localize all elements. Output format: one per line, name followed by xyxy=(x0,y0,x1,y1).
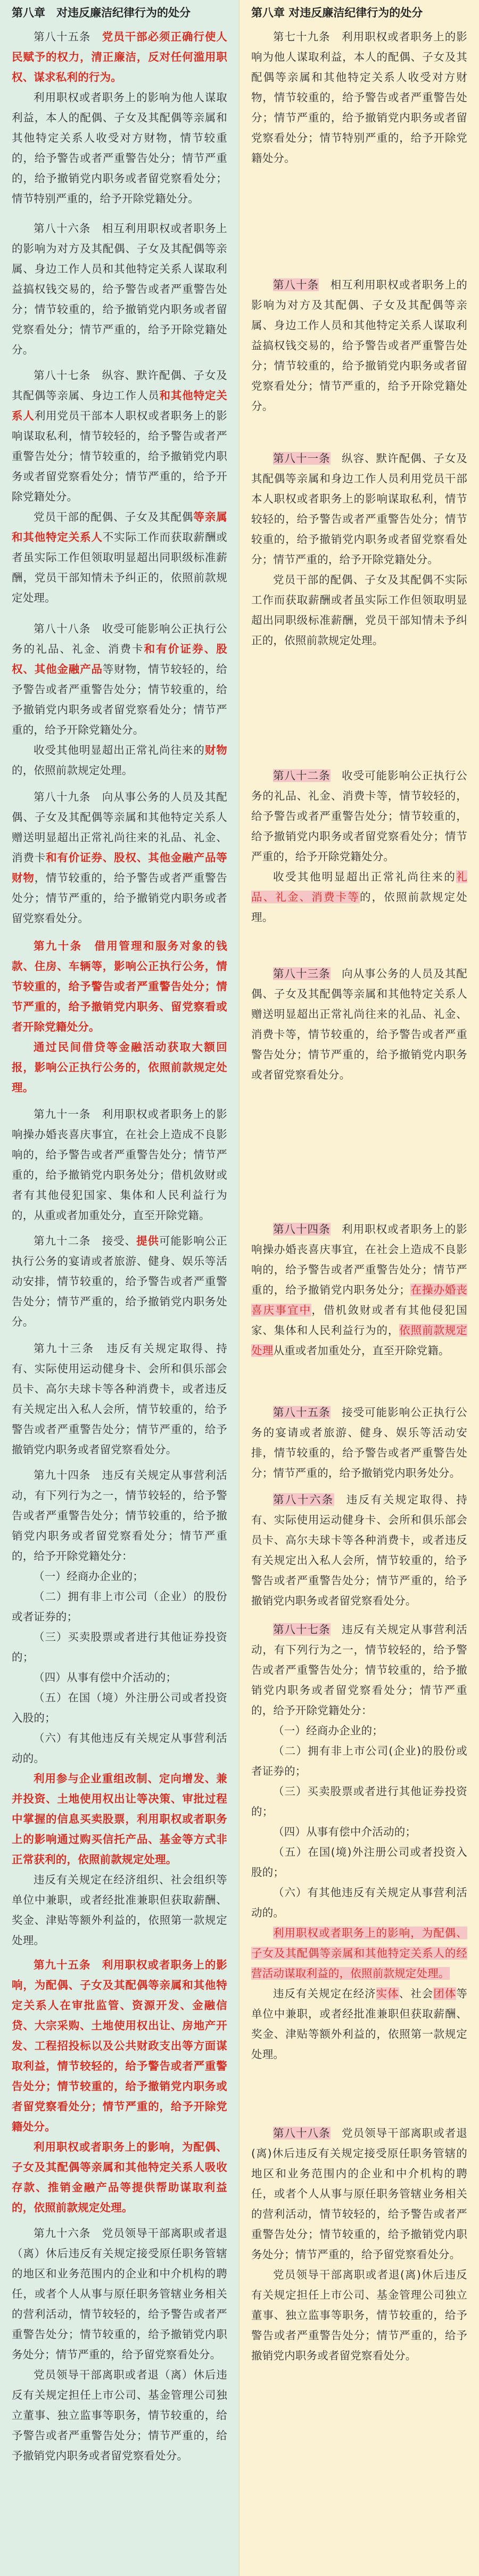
right-text-run: 违反有关规定从事营利活动，有下列行为之一，情节较轻的，给予警告或者严重警告处分；情节较重的，给予撤销党内职务或者留党察看处分；情节严重的，给予开除党籍处分： xyxy=(251,1623,467,1717)
left-article-paragraph xyxy=(12,1104,227,1225)
right-article-list xyxy=(251,27,467,2366)
right-text-run: （六）有其他违反有关规定从事营利活动的。 xyxy=(251,1886,467,1919)
right-highlighted-text: 第八十一条 xyxy=(273,452,331,465)
right-highlighted-text: 第八十七条 xyxy=(273,1623,331,1636)
right-article-paragraph xyxy=(251,27,467,168)
right-text-run: （四）从事有偿中介活动的； xyxy=(273,1825,417,1838)
right-text-run: 收受其他明显超出正常礼尚往来的 xyxy=(273,870,457,883)
right-article-paragraph xyxy=(251,964,467,1085)
left-text-run: 党员干部的配偶、子女及其配偶 xyxy=(34,511,194,523)
right-text-run: 党员领导干部离职或者退(离)休后违反有关规定接受原任职务管辖的地区和业务范围内的企业和中介机构的聘任，或者个人从事与原任职务管辖业务相关的营利活动，情节较轻的，给予警告或者严重警告处分；情节较重的，给予撤销党内职务处分；情节严重的，给予留党察看处分。 xyxy=(251,2127,467,2261)
left-article-paragraph xyxy=(12,1667,227,1688)
left-text-run: 第八十九条 向从事公务的人员及其配偶、子女及其配偶等亲属和其他特定关系人赠送明显超出正常礼尚往来的礼品、礼金、消费卡 xyxy=(12,791,227,864)
left-text-run: 第九十四条 违反有关规定从事营利活动，有下列行为之一，情节较轻的，给予警告或者严重警告处分；情节较重的，给予撤销党内职务或者留党察看处分；情节严重的，给予开除党籍处分： xyxy=(12,1469,227,1562)
left-text-run: 第九十三条 违反有关规定取得、持有、实际使用运动健身卡、会所和俱乐部会员卡、高尔夫球卡等各种消费卡，或者违反有关规定出入私人会所，情节较重的，给予警告或者严重警告处分；情节严重的，给予撤销党内职务或者留党察看处分。 xyxy=(12,1342,227,1456)
left-text-run: 第八十五条 xyxy=(34,30,102,43)
right-text-run: （五）在国(境)外注册公司或者投资入股的； xyxy=(251,1846,467,1879)
right-text-run: 违反有关规定取得、持有、实际使用运动健身卡、会所和俱乐部会员卡、高尔夫球卡等各种消费卡，或者违反有关规定出入私人会所，情节较重的，给予警告或者严重警告处分；情节严重的，给予撤销党内职务或者留党察看处分。 xyxy=(251,1493,467,1607)
left-article-paragraph xyxy=(12,507,227,608)
right-article-paragraph xyxy=(251,1619,467,1721)
left-highlighted-text: 和其他特定关系人 xyxy=(12,389,227,422)
right-text-run: 相互利用职权或者职务上的影响为对方及其配偶、子女及其配偶等亲属、身边工作人员和其他特定关系人谋取利益搞权钱交易的，给予警告或者严重警告处分；情节较重的，给予撤销党内职务或者留党察看处分；情节严重的，给予开除党籍处分。 xyxy=(251,278,467,413)
left-highlighted-text: 党员干部必须正确行使人民赋予的权力，清正廉洁，反对任何滥用职权、谋求私利的行为。 xyxy=(12,30,228,84)
right-article-paragraph xyxy=(251,1822,467,1842)
right-highlighted-text: 第八十六条 xyxy=(273,1493,334,1506)
left-article-paragraph xyxy=(12,1768,227,1870)
right-highlighted-text: 利用职权或者职务上的影响，为配偶、子女及其配偶等亲属和其他特定关系人的经营活动谋取利益的，依照前款规定处理。 xyxy=(251,1927,467,1980)
left-text-run: 党员领导干部离职或者退（离）休后违反有关规定担任上市公司、基金管理公司独立董事、独立监事等职务，情节较重的，给予警告或者严重警告处分；情节严重的，给予撤销党内职务或者留党察看处分。 xyxy=(12,2368,227,2462)
right-text-run: 、社会 xyxy=(399,1987,434,2000)
right-highlighted-text: 实体 xyxy=(376,1987,399,2000)
right-highlighted-text: 在操办婚丧喜庆事宜中 xyxy=(251,1283,467,1316)
left-text-run: 第八十六条 相互利用职权或者职务上的影响为对方及其配偶、子女及其配偶等亲属、身边工作人员和其他特定关系人谋取利益搞权钱交易的，给予警告或者严重警告处分；情节较重的，给予撤销党内职务或者留党察看处分；情节严重的，给予开除党籍处分。 xyxy=(12,222,227,356)
right-highlighted-text: 第八十五条 xyxy=(273,1406,331,1419)
right-highlighted-text: 第八十条 xyxy=(273,278,319,291)
left-highlighted-text: 等亲属和其他特定关系人 xyxy=(12,511,227,544)
left-highlighted-text: 财物 xyxy=(204,744,227,756)
left-text-run: （二）拥有非上市公司（企业）的股份或者证券的； xyxy=(12,1590,227,1623)
right-text-run: 向从事公务的人员及其配偶、子女及其配偶等亲属和其他特定关系人赠送明显超出正常礼尚往来的礼品、礼金、消费卡等，情节较重的，给予警告或者严重警告处分；情节严重的，给予撤销党内职务或者留党察看处分。 xyxy=(251,967,467,1081)
left-article-paragraph xyxy=(12,1338,227,1460)
left-highlighted-text: 和有价证券、股权、其他金融产品 xyxy=(12,643,228,676)
right-highlighted-text: 依照前款规定处理 xyxy=(251,1324,467,1357)
right-article-paragraph xyxy=(251,1923,467,1984)
left-chapter-title: 第八章 对违反廉洁纪律行为的处分 xyxy=(12,6,191,19)
left-article-paragraph xyxy=(12,1728,227,1768)
left-highlighted-text: 第九十五条 利用职权或者职务上的影响，为配偶、子女及其配偶等亲属和其他特定关系人在审批监管、资源开发、金融信贷、大宗采购、土地使用权出让、房地产开发、工程招投标以及公共财政支出等方面谋取利益，情节较轻的，给予警告或者严重警告处分；情节较重的，给予撤销党内职务或者留党察看处分；情节严重的，给予开除党籍处分。 xyxy=(12,1958,227,2133)
right-article-paragraph xyxy=(251,1402,467,1483)
left-text-run: 收受其他明显超出正常礼尚往来的 xyxy=(34,744,205,756)
left-text-run: 第八十七条 纵容、默许配偶、子女及其配偶等亲属、身边工作人员 xyxy=(12,369,227,402)
right-text-run: 从重或者加重处分，直至开除党籍。 xyxy=(273,1344,450,1357)
right-article-paragraph xyxy=(251,275,467,416)
right-text-run: 第七十九条 利用职权或者职务上的影响为他人谋取利益，本人的配偶、子女及其配偶等亲属和其他特定关系人收受对方财物，情节较重的，给予警告或者严重警告处分；情节严重的，给予撤销党内职务或者留党察看处分；情节特别严重的，给予开除党籍处分。 xyxy=(251,30,467,164)
left-article-paragraph xyxy=(12,1037,227,1098)
right-text-run: 党员干部的配偶、子女及其配偶不实际工作而获取薪酬或者虽实际工作但领取明显超出同职级标准薪酬，党员干部知情未予纠正的，依照前款规定处理。 xyxy=(251,573,467,647)
right-article-paragraph xyxy=(251,1489,467,1611)
right-text-run: 接受可能影响公正执行公务的宴请或者旅游、健身、娱乐等活动安排，情节较重的，给予警告或者严重警告处分；情节严重的，给予撤销党内职务处分。 xyxy=(251,1406,467,1479)
right-highlighted-text: 第八十三条 xyxy=(273,967,331,980)
right-highlighted-text: 第八十四条 xyxy=(273,1223,331,1236)
left-text-run: 违反有关规定在经济组织、社会组织等单位中兼职，或者经批准兼职但获取薪酬、奖金、津贴等额外利益的，依照第一款规定处理。 xyxy=(12,1873,227,1947)
left-text-run: （一）经商办企业的； xyxy=(34,1570,144,1583)
right-highlighted-text: 第八十八条 xyxy=(273,2127,331,2139)
right-highlighted-text: 第八十二条 xyxy=(273,769,331,782)
left-highlighted-text: 通过民间借贷等金融活动获取大额回报，影响公正执行公务的，依照前款规定处理。 xyxy=(12,1041,227,1094)
left-highlighted-text: 提供 xyxy=(136,1234,160,1247)
right-article-paragraph xyxy=(251,448,467,570)
left-article-paragraph xyxy=(12,365,227,507)
left-article-paragraph xyxy=(12,1465,227,1566)
right-text-run: （二）拥有非上市公司(企业)的股份或者证券的； xyxy=(251,1744,467,1777)
right-text-run: ，借机敛财或者有其他侵犯国家、集体和人民利益行为的， xyxy=(251,1304,467,1337)
left-highlighted-text: 利用职权或者职务上的影响，为配偶、子女及其配偶等亲属和其他特定关系人吸收存款、推销金融产品等提供帮助谋取利益的，依照前款规定处理。 xyxy=(12,2141,227,2214)
left-article-paragraph xyxy=(12,27,227,87)
right-article-paragraph xyxy=(251,1882,467,1923)
right-article-paragraph xyxy=(251,1721,467,1741)
right-article-paragraph xyxy=(251,1781,467,1822)
left-text-run: 第九十六条 党员领导干部离职或者退（离）休后违反有关规定接受原任职务管辖的地区和业务范围内的企业和中介机构的聘任，或者个人从事与原任职务管辖业务相关的营利活动，情节较轻的，给予警告或者严重警告处分；情节较重的，给予撤销党内职务处分；情节严重的，给予留党察看处分。 xyxy=(12,2227,227,2361)
left-text-run: 的，依照前款规定处理。 xyxy=(12,764,133,777)
left-article-paragraph xyxy=(12,787,227,928)
left-text-run: （五）在国（境）外注册公司或者投资入股的； xyxy=(12,1691,227,1724)
left-article-paragraph xyxy=(12,1870,227,1950)
right-article-paragraph xyxy=(251,1984,467,2064)
right-article-paragraph xyxy=(251,1219,467,1361)
left-text-run: 不实际工作而获取薪酬或者虽实际工作但领取明显超出同职级标准薪酬，党员干部知情未予纠正的，依照前款规定处理。 xyxy=(12,531,227,604)
left-highlighted-text: 第九十条 借用管理和服务对象的钱款、住房、车辆等，影响公正执行公务，情节较重的，给予警告或者严重警告处分；情节严重的，给予撤销党内职务、留党察看或者开除党籍处分。 xyxy=(12,940,227,1033)
right-highlighted-text: 团体 xyxy=(433,1987,457,2000)
left-text-run: 第九十二条 接受、 xyxy=(34,1234,137,1247)
right-text-run: 利用职权或者职务上的影响操办婚丧喜庆事宜，在社会上造成不良影响的，给予警告或者严重警告处分；情节严重的，给予撤销党内职务处分； xyxy=(251,1223,467,1296)
left-article-paragraph xyxy=(12,1627,227,1667)
right-article-paragraph xyxy=(251,867,467,927)
left-text-run: （六）有其他违反有关规定从事营利活动的。 xyxy=(12,1732,227,1765)
right-text-run: 违反有关规定在经济 xyxy=(273,1987,376,2000)
right-text-run: （一）经商办企业的； xyxy=(273,1724,383,1737)
right-article-paragraph xyxy=(251,766,467,867)
right-article-paragraph xyxy=(251,570,467,651)
left-article-paragraph xyxy=(12,936,227,1037)
left-text-run: 第八十八条 收受可能影响公正执行公务的礼品、礼金、消费卡 xyxy=(12,622,227,655)
right-article-paragraph xyxy=(251,2265,467,2366)
right-article-paragraph xyxy=(251,1741,467,1781)
left-text-run: 利用党员干部本人职权或者职务上的影响谋取私利，情节较轻的，给予警告或者严重警告处分；情节较重的，给予撤销党内职务或者留党察看处分；情节严重的，给予开除党籍处分。 xyxy=(12,409,227,503)
left-article-paragraph xyxy=(12,2365,227,2466)
left-article-paragraph xyxy=(12,2223,227,2365)
right-article-paragraph xyxy=(251,1842,467,1882)
left-text-run: 第九十一条 利用职权或者职务上的影响操办婚丧喜庆事宜，在社会上造成不良影响的，给予警告或者严重警告处分；情节严重的，给予撤销党内职务处分；借机敛财或者有其他侵犯国家、集体和人民利益行为的，从重或者加重处分，直至开除党籍。 xyxy=(12,1108,227,1222)
right-highlighted-text: 礼品、礼金、消费卡等 xyxy=(251,870,467,903)
right-text-run: 的，依照前款规定处理。 xyxy=(251,891,467,924)
left-text-run: 等财物，情节较轻的，给予警告或者严重警告处分；情节较重的，给予撤销党内职务或者留党察看处分；情节严重的，给予开除党籍处分。 xyxy=(12,663,227,736)
right-text-run: （三）买卖股票或者进行其他证券投资的； xyxy=(251,1785,467,1818)
left-article-paragraph xyxy=(12,87,227,209)
left-text-run: 可能影响公正执行公务的宴请或者旅游、健身、娱乐等活动安排，情节较重的，给予警告或者严重警告处分；情节严重的，给予撤销党内职务处分。 xyxy=(12,1234,227,1328)
left-article-list xyxy=(12,27,227,2466)
left-text-run: （三）买卖股票或者进行其他证券投资的； xyxy=(12,1631,227,1664)
left-text-run: 利用职权或者职务上的影响为他人谋取利益，本人的配偶、子女及其配偶等亲属和其他特定关系人收受对方财物，情节较重的，给予警告或者严重警告处分；情节严重的，给予撤销党内职务或者留党察看处分；情节特别严重的，给予开除党籍处分。 xyxy=(12,91,227,205)
left-article-paragraph xyxy=(12,1566,227,1586)
right-text-run: 党员领导干部离职或者退(离)休后违反有关规定担任上市公司、基金管理公司独立董事、独立监事等职务，情节较重的，给予警告或者严重警告处分；情节严重的，给予撤销党内职务或者留党察看处分。 xyxy=(251,2268,467,2362)
left-article-paragraph xyxy=(12,1586,227,1627)
left-highlighted-text: 和有价证券、股权、其他金融产品等财物 xyxy=(12,851,228,884)
left-article-paragraph xyxy=(12,218,227,360)
left-text-run: （四）从事有偿中介活动的； xyxy=(34,1671,177,1684)
left-article-paragraph xyxy=(12,1955,227,2137)
left-article-paragraph xyxy=(12,619,227,740)
left-article-paragraph xyxy=(12,740,227,780)
right-text-run: 纵容、默许配偶、子女及其配偶等亲属和身边工作人员利用党员干部本人职权或者职务上的影响谋取私利，情节较轻的，给予警告或者严重警告处分；情节较重的，给予撤销党内职务或者留党察看处分；情节严重的，给予开除党籍处分。 xyxy=(251,452,467,566)
right-column-old-version xyxy=(240,0,479,2576)
left-article-paragraph xyxy=(12,1231,227,1332)
left-article-paragraph xyxy=(12,2137,227,2218)
right-text-run: 收受可能影响公正执行公务的礼品、礼金、消费卡等，情节较轻的，给予警告或者严重警告处分；情节较重的，给予撤销党内职务或者留党察看处分；情节严重的，给予开除党籍处分。 xyxy=(251,769,467,863)
left-highlighted-text: 利用参与企业重组改制、定向增发、兼并投资、土地使用权出让等决策、审批过程中掌握的信息买卖股票，利用职权或者职务上的影响通过购买信托产品、基金等方式非正常获利的，依照前款规定处理。 xyxy=(12,1772,227,1866)
right-chapter-title: 第八章 对违反廉洁纪律行为的处分 xyxy=(251,6,423,19)
left-text-run: ，情节较重的，给予警告或者严重警告处分；情节严重的，给予撤销党内职务或者留党察看处分。 xyxy=(12,871,227,925)
right-article-paragraph xyxy=(251,2123,467,2265)
left-article-paragraph xyxy=(12,1688,227,1728)
right-text-run: 等单位中兼职，或者经批准兼职但获取薪酬、奖金、津贴等额外利益的，依照第一款规定处理。 xyxy=(251,1987,468,2061)
